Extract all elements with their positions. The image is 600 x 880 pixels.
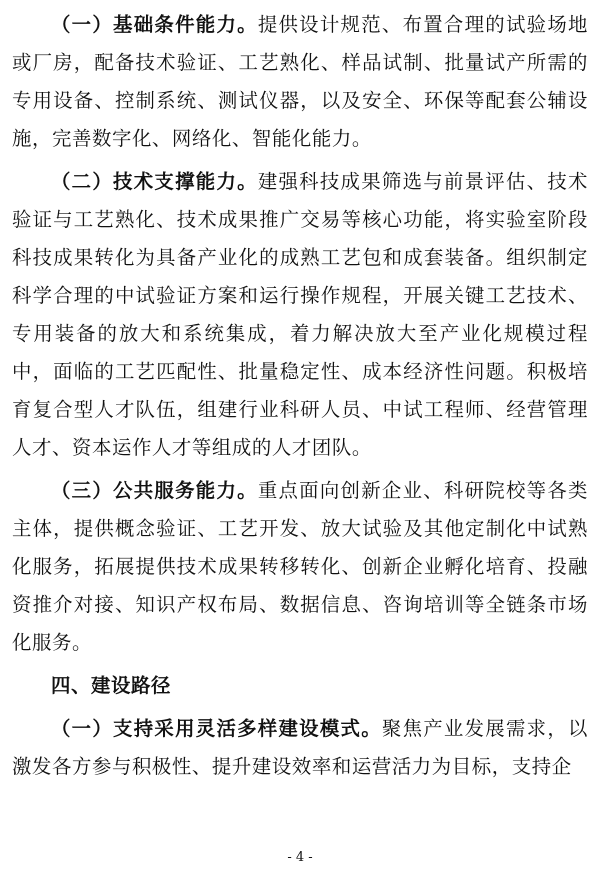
paragraph-lead: （三）公共服务能力。 — [51, 479, 258, 502]
section-heading: 四、建设路径 — [51, 674, 171, 697]
paragraph-basic-capability — [12, 6, 588, 158]
paragraph-lead: （一）支持采用灵活多样建设模式。 — [51, 717, 382, 740]
paragraph-public-service — [12, 472, 588, 662]
paragraph-construction-mode — [12, 710, 588, 786]
page-number: - 4 - — [287, 850, 313, 865]
paragraph-body: 提供设计规范、布置合理的试验场地或厂房，配备技术验证、工艺熟化、样品试制、批量试产所需的专用设备、控制系统、测试仪器，以及安全、环保等配套公辅设施，完善数字化、网络化、智能化能力。 — [12, 13, 589, 150]
paragraph-body: 建强科技成果筛选与前景评估、技术验证与工艺熟化、技术成果推广交易等核心功能，将实验室阶段科技成果转化为具备产业化的成熟工艺包和成套装备。组织制定科学合理的中试验证方案和运行操作规程，开展关键工艺技术、专用装备的放大和系统集成，着力解决放大至产业化规模过程中，面临的工艺匹配性、批量稳定性、成本经济性问题。积极培育复合型人才队伍，组建行业科研人员、中试工程师、经营管理人才、资本运作人才等组成的人才团队。 — [12, 170, 589, 459]
paragraph-lead: （二）技术支撑能力。 — [51, 170, 258, 193]
document-body — [12, 6, 588, 791]
paragraph-lead: （一）基础条件能力。 — [51, 13, 258, 36]
paragraph-body: 聚焦产业发展需求，以激发各方参与积极性、提升建设效率和运营活力为目标，支持企 — [12, 717, 589, 778]
paragraph-body: 重点面向创新企业、科研院校等各类主体，提供概念验证、工艺开发、放大试验及其他定制化中试熟化服务，拓展提供技术成果转移转化、创新企业孵化培育、投融资推介对接、知识产权布局、数据信息、咨询培训等全链条市场化服务。 — [12, 479, 589, 654]
paragraph-technical-support — [12, 163, 588, 467]
